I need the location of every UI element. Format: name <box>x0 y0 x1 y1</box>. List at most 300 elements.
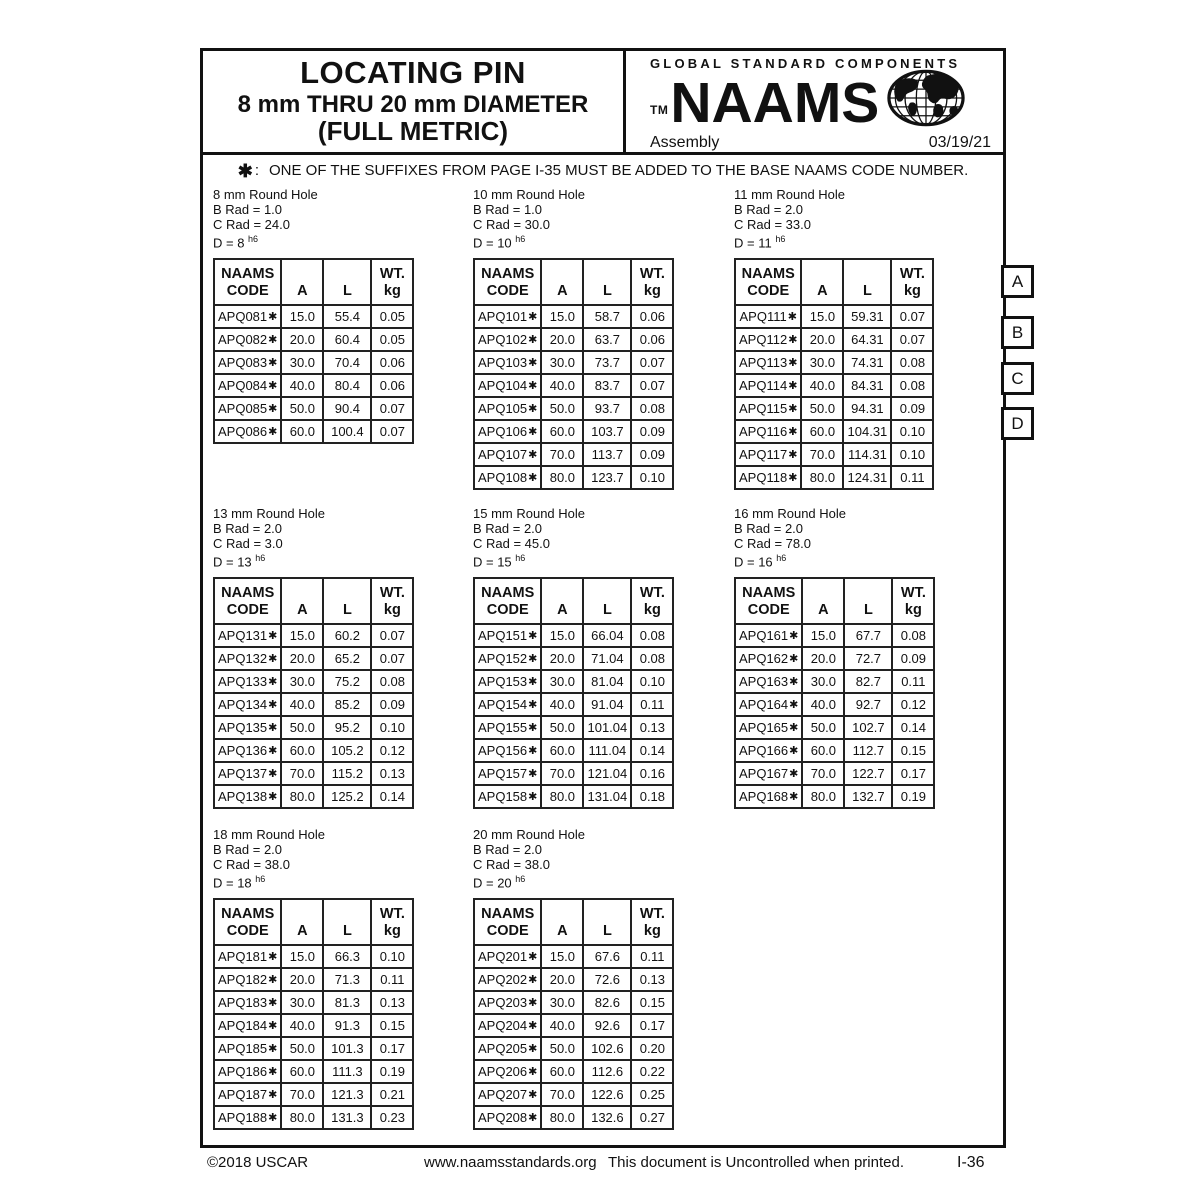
wt-value-cell: 0.07 <box>891 305 933 328</box>
naams-code-cell: APQ101✱ <box>474 305 541 328</box>
table-row <box>474 1106 673 1129</box>
asterisk-icon: ✱ <box>528 403 538 416</box>
column-header-l: L <box>323 578 371 624</box>
pin-table-group-13mm <box>213 506 414 809</box>
table-header-row <box>214 578 413 624</box>
naams-code-cell: APQ164✱ <box>735 693 802 716</box>
naams-code-cell: APQ153✱ <box>474 670 541 693</box>
asterisk-icon: ✱ <box>787 311 797 324</box>
wt-value-cell: 0.13 <box>631 968 673 991</box>
column-header-naams-code: NAAMS CODE <box>735 259 801 305</box>
info-line: C Rad = 24.0 <box>213 217 290 232</box>
table-row <box>214 945 413 968</box>
l-value-cell: 91.3 <box>323 1014 371 1037</box>
asterisk-icon: ✱ <box>268 311 278 324</box>
table-row <box>474 624 673 647</box>
table-row <box>735 739 934 762</box>
wt-value-cell: 0.15 <box>892 739 934 762</box>
wt-value-cell: 0.17 <box>371 1037 413 1060</box>
table-row <box>735 328 933 351</box>
table-row <box>214 968 413 991</box>
asterisk-icon: ✱ <box>268 630 278 643</box>
naams-code-cell: APQ203✱ <box>474 991 541 1014</box>
info-line: C Rad = 38.0 <box>473 857 550 872</box>
a-value-cell: 30.0 <box>281 991 323 1014</box>
l-value-cell: 131.3 <box>323 1106 371 1129</box>
wt-value-cell: 0.11 <box>892 670 934 693</box>
naams-code-cell: APQ107✱ <box>474 443 541 466</box>
naams-code-cell: APQ183✱ <box>214 991 281 1014</box>
l-value-cell: 73.7 <box>583 351 631 374</box>
naams-code-cell: APQ108✱ <box>474 466 541 489</box>
uncontrolled-disclaimer: This document is Uncontrolled when printed. <box>608 1154 904 1171</box>
pin-table-13mm <box>213 577 414 809</box>
a-value-cell: 30.0 <box>541 670 583 693</box>
l-value-cell: 113.7 <box>583 443 631 466</box>
l-value-cell: 125.2 <box>323 785 371 808</box>
l-value-cell: 65.2 <box>323 647 371 670</box>
table-header-row <box>735 259 933 305</box>
wt-value-cell: 0.10 <box>631 466 673 489</box>
column-header-a: A <box>281 259 323 305</box>
a-value-cell: 60.0 <box>541 420 583 443</box>
l-value-cell: 81.04 <box>583 670 631 693</box>
table-row <box>214 1060 413 1083</box>
l-value-cell: 121.04 <box>583 762 631 785</box>
l-value-cell: 90.4 <box>323 397 371 420</box>
column-header-wt: WT. kg <box>371 899 413 945</box>
wt-value-cell: 0.11 <box>631 945 673 968</box>
diameter-line: D = 15 $^{h6}$ <box>473 553 526 570</box>
info-line: 18 mm Round Hole <box>213 827 325 842</box>
pin-table-15mm <box>473 577 674 809</box>
asterisk-icon: ✱ <box>788 380 798 393</box>
column-header-l: L <box>583 899 631 945</box>
l-value-cell: 102.6 <box>583 1037 631 1060</box>
wt-value-cell: 0.11 <box>371 968 413 991</box>
asterisk-icon: ✱ <box>789 791 799 804</box>
wt-value-cell: 0.07 <box>631 351 673 374</box>
l-value-cell: 82.6 <box>583 991 631 1014</box>
diameter-line: D = 10 $^{h6}$ <box>473 234 526 251</box>
wt-value-cell: 0.15 <box>631 991 673 1014</box>
column-header-a: A <box>802 578 844 624</box>
wt-value-cell: 0.06 <box>371 374 413 397</box>
wt-value-cell: 0.15 <box>371 1014 413 1037</box>
table-row <box>214 1083 413 1106</box>
a-value-cell: 60.0 <box>281 739 323 762</box>
column-header-a: A <box>541 899 583 945</box>
asterisk-icon: ✱ <box>528 334 538 347</box>
naams-code-cell: APQ086✱ <box>214 420 281 443</box>
naams-code-cell: APQ207✱ <box>474 1083 541 1106</box>
table-row <box>214 1014 413 1037</box>
column-header-a: A <box>801 259 843 305</box>
asterisk-icon: ✱ <box>268 1089 278 1102</box>
pin-table-group-16mm <box>734 506 935 809</box>
a-value-cell: 50.0 <box>541 716 583 739</box>
table-row <box>474 991 673 1014</box>
pin-table-group-15mm <box>473 506 674 809</box>
a-value-cell: 80.0 <box>541 1106 583 1129</box>
suffix-note <box>203 155 1003 185</box>
naams-code-cell: APQ117✱ <box>735 443 801 466</box>
title-block <box>203 51 626 152</box>
l-value-cell: 58.7 <box>583 305 631 328</box>
asterisk-icon: ✱ <box>788 449 798 462</box>
column-header-naams-code: NAAMS CODE <box>214 578 281 624</box>
l-value-cell: 70.4 <box>323 351 371 374</box>
naams-code-cell: APQ156✱ <box>474 739 541 762</box>
wt-value-cell: 0.07 <box>371 420 413 443</box>
pin-table-10mm <box>473 258 674 490</box>
table-row <box>474 693 673 716</box>
a-value-cell: 40.0 <box>541 374 583 397</box>
table-row <box>474 762 673 785</box>
asterisk-icon: ✱ <box>268 403 278 416</box>
table-row <box>474 716 673 739</box>
naams-code-cell: APQ104✱ <box>474 374 541 397</box>
table-row <box>735 351 933 374</box>
column-header-l: L <box>844 578 892 624</box>
asterisk-icon: ✱ <box>528 1112 538 1125</box>
naams-code-cell: APQ084✱ <box>214 374 281 397</box>
l-value-cell: 64.31 <box>843 328 891 351</box>
wt-value-cell: 0.09 <box>631 420 673 443</box>
side-tab-d: D <box>1001 407 1034 440</box>
table-row <box>735 670 934 693</box>
asterisk-icon: ✱ <box>268 653 278 666</box>
wt-value-cell: 0.07 <box>371 397 413 420</box>
asterisk-icon: ✱ <box>528 1020 538 1033</box>
asterisk-icon: ✱ <box>528 676 538 689</box>
asterisk-icon: ✱ <box>268 676 278 689</box>
pin-table-16mm <box>734 577 935 809</box>
pin-table-8mm <box>213 258 414 444</box>
naams-code-cell: APQ166✱ <box>735 739 802 762</box>
naams-code-cell: APQ182✱ <box>214 968 281 991</box>
asterisk-icon: ✱ <box>528 1066 538 1079</box>
wt-value-cell: 0.10 <box>371 716 413 739</box>
naams-code-cell: APQ083✱ <box>214 351 281 374</box>
l-value-cell: 91.04 <box>583 693 631 716</box>
diameter-line: D = 18 $^{h6}$ <box>213 874 266 891</box>
table-row <box>474 1014 673 1037</box>
asterisk-icon: ✱ <box>268 1020 278 1033</box>
l-value-cell: 131.04 <box>583 785 631 808</box>
asterisk-icon: ✱ <box>268 791 278 804</box>
a-value-cell: 60.0 <box>281 420 323 443</box>
asterisk-icon: ✱ <box>268 768 278 781</box>
info-line: B Rad = 2.0 <box>473 842 543 857</box>
a-value-cell: 70.0 <box>281 1083 323 1106</box>
logo-subline <box>650 134 991 152</box>
naams-code-cell: APQ115✱ <box>735 397 801 420</box>
naams-code-cell: APQ155✱ <box>474 716 541 739</box>
column-header-wt: WT. kg <box>631 578 673 624</box>
naams-code-cell: APQ138✱ <box>214 785 281 808</box>
table-row <box>214 1106 413 1129</box>
l-value-cell: 115.2 <box>323 762 371 785</box>
side-tab-c: C <box>1001 362 1034 395</box>
a-value-cell: 40.0 <box>281 1014 323 1037</box>
a-value-cell: 80.0 <box>281 785 323 808</box>
l-value-cell: 121.3 <box>323 1083 371 1106</box>
diameter-line: D = 16 $^{h6}$ <box>734 553 787 570</box>
l-value-cell: 83.7 <box>583 374 631 397</box>
info-line: B Rad = 2.0 <box>734 202 804 217</box>
naams-code-cell: APQ168✱ <box>735 785 802 808</box>
naams-code-cell: APQ206✱ <box>474 1060 541 1083</box>
naams-code-cell: APQ154✱ <box>474 693 541 716</box>
wt-value-cell: 0.12 <box>892 693 934 716</box>
asterisk-icon: ✱ <box>788 472 798 485</box>
table-row <box>735 397 933 420</box>
l-value-cell: 92.7 <box>844 693 892 716</box>
naams-code-cell: APQ102✱ <box>474 328 541 351</box>
column-header-naams-code: NAAMS CODE <box>735 578 802 624</box>
tolerance-superscript: h6 <box>515 553 526 563</box>
asterisk-icon: ✱ <box>528 699 538 712</box>
copyright-label: ©2018 USCAR <box>207 1154 309 1171</box>
l-value-cell: 85.2 <box>323 693 371 716</box>
naams-code-cell: APQ188✱ <box>214 1106 281 1129</box>
pin-table-11mm <box>734 258 934 490</box>
wt-value-cell: 0.13 <box>631 716 673 739</box>
wt-value-cell: 0.13 <box>371 762 413 785</box>
asterisk-icon: ✱ <box>789 722 799 735</box>
a-value-cell: 80.0 <box>541 785 583 808</box>
naams-code-cell: APQ113✱ <box>735 351 801 374</box>
asterisk-icon: ✱ <box>788 357 798 370</box>
wt-value-cell: 0.08 <box>631 624 673 647</box>
l-value-cell: 82.7 <box>844 670 892 693</box>
naams-code-cell: APQ152✱ <box>474 647 541 670</box>
a-value-cell: 40.0 <box>541 693 583 716</box>
column-header-a: A <box>281 578 323 624</box>
wt-value-cell: 0.10 <box>891 443 933 466</box>
info-line: 20 mm Round Hole <box>473 827 585 842</box>
naams-code-cell: APQ135✱ <box>214 716 281 739</box>
asterisk-icon: ✱ <box>789 653 799 666</box>
a-value-cell: 20.0 <box>541 647 583 670</box>
a-value-cell: 15.0 <box>802 624 844 647</box>
tolerance-superscript: h6 <box>515 234 526 244</box>
naams-code-cell: APQ185✱ <box>214 1037 281 1060</box>
info-line: C Rad = 3.0 <box>213 536 283 551</box>
info-line: C Rad = 30.0 <box>473 217 550 232</box>
wt-value-cell: 0.08 <box>892 624 934 647</box>
l-value-cell: 122.6 <box>583 1083 631 1106</box>
info-line: B Rad = 1.0 <box>213 202 283 217</box>
wt-value-cell: 0.25 <box>631 1083 673 1106</box>
table-row <box>214 305 413 328</box>
naams-code-cell: APQ105✱ <box>474 397 541 420</box>
asterisk-icon: ✱ <box>528 426 538 439</box>
l-value-cell: 67.7 <box>844 624 892 647</box>
a-value-cell: 50.0 <box>801 397 843 420</box>
asterisk-icon: ✱ <box>268 426 278 439</box>
asterisk-icon: ✱ <box>528 745 538 758</box>
pin-table-18mm <box>213 898 414 1130</box>
wt-value-cell: 0.06 <box>631 328 673 351</box>
asterisk-icon: ✱ <box>268 997 278 1010</box>
asterisk-icon: ✱ <box>789 745 799 758</box>
asterisk-icon: ✱ <box>268 334 278 347</box>
wt-value-cell: 0.09 <box>631 443 673 466</box>
a-value-cell: 80.0 <box>802 785 844 808</box>
a-value-cell: 15.0 <box>281 305 323 328</box>
diameter-line: D = 20 $^{h6}$ <box>473 874 526 891</box>
a-value-cell: 20.0 <box>801 328 843 351</box>
wt-value-cell: 0.08 <box>371 670 413 693</box>
column-header-l: L <box>323 259 371 305</box>
l-value-cell: 104.31 <box>843 420 891 443</box>
l-value-cell: 60.2 <box>323 624 371 647</box>
logo-brand-row <box>650 69 991 136</box>
table-row <box>735 624 934 647</box>
table-row <box>735 693 934 716</box>
asterisk-icon: ✱ <box>528 768 538 781</box>
page-subtitle: 8 mm THRU 20 mm DIAMETER <box>237 90 589 118</box>
l-value-cell: 123.7 <box>583 466 631 489</box>
a-value-cell: 15.0 <box>541 624 583 647</box>
tolerance-superscript: h6 <box>248 234 259 244</box>
a-value-cell: 15.0 <box>541 305 583 328</box>
asterisk-icon: ✱ <box>268 951 278 964</box>
table-row <box>214 762 413 785</box>
l-value-cell: 80.4 <box>323 374 371 397</box>
a-value-cell: 80.0 <box>281 1106 323 1129</box>
info-line: B Rad = 2.0 <box>213 521 283 536</box>
naams-code-cell: APQ136✱ <box>214 739 281 762</box>
info-line: B Rad = 2.0 <box>473 521 543 536</box>
column-header-wt: WT. kg <box>891 259 933 305</box>
table-row <box>214 647 413 670</box>
column-header-l: L <box>843 259 891 305</box>
wt-value-cell: 0.20 <box>631 1037 673 1060</box>
l-value-cell: 71.04 <box>583 647 631 670</box>
l-value-cell: 67.6 <box>583 945 631 968</box>
note-colon: : <box>254 161 259 179</box>
l-value-cell: 63.7 <box>583 328 631 351</box>
naams-code-cell: APQ137✱ <box>214 762 281 785</box>
asterisk-icon: ✱ <box>268 722 278 735</box>
a-value-cell: 60.0 <box>541 739 583 762</box>
asterisk-icon: ✱ <box>528 449 538 462</box>
a-value-cell: 70.0 <box>541 443 583 466</box>
wt-value-cell: 0.14 <box>371 785 413 808</box>
l-value-cell: 101.3 <box>323 1037 371 1060</box>
table-row <box>474 443 673 466</box>
naams-code-cell: APQ082✱ <box>214 328 281 351</box>
wt-value-cell: 0.11 <box>631 693 673 716</box>
column-header-naams-code: NAAMS CODE <box>214 899 281 945</box>
table-row <box>735 443 933 466</box>
a-value-cell: 70.0 <box>541 762 583 785</box>
main-border-box <box>200 48 1006 1148</box>
asterisk-icon: ✱ <box>788 426 798 439</box>
l-value-cell: 72.6 <box>583 968 631 991</box>
a-value-cell: 80.0 <box>801 466 843 489</box>
table-row <box>474 647 673 670</box>
a-value-cell: 60.0 <box>802 739 844 762</box>
asterisk-icon: ✱ <box>268 380 278 393</box>
wt-value-cell: 0.14 <box>631 739 673 762</box>
table-row <box>214 397 413 420</box>
tolerance-superscript: h6 <box>255 874 266 884</box>
asterisk-icon: ✱ <box>528 380 538 393</box>
a-value-cell: 50.0 <box>541 397 583 420</box>
asterisk-icon: ✱ <box>528 791 538 804</box>
table-row <box>735 647 934 670</box>
wt-value-cell: 0.27 <box>631 1106 673 1129</box>
l-value-cell: 122.7 <box>844 762 892 785</box>
naams-code-cell: APQ204✱ <box>474 1014 541 1037</box>
asterisk-icon: ✱ <box>268 1112 278 1125</box>
table-row <box>735 374 933 397</box>
asterisk-icon: ✱ <box>528 722 538 735</box>
l-value-cell: 100.4 <box>323 420 371 443</box>
table-row <box>735 785 934 808</box>
naams-code-cell: APQ187✱ <box>214 1083 281 1106</box>
l-value-cell: 60.4 <box>323 328 371 351</box>
pin-table-group-10mm <box>473 187 674 490</box>
asterisk-icon: ✱ <box>789 699 799 712</box>
column-header-l: L <box>323 899 371 945</box>
table-row <box>214 624 413 647</box>
table-row <box>474 785 673 808</box>
a-value-cell: 40.0 <box>281 693 323 716</box>
asterisk-icon: ✱ <box>237 160 253 181</box>
naams-code-cell: APQ131✱ <box>214 624 281 647</box>
side-tab-a: A <box>1001 265 1034 298</box>
l-value-cell: 59.31 <box>843 305 891 328</box>
table-header-row <box>474 899 673 945</box>
wt-value-cell: 0.11 <box>891 466 933 489</box>
wt-value-cell: 0.18 <box>631 785 673 808</box>
diameter-line: D = 11 $^{h6}$ <box>734 234 786 251</box>
naams-code-cell: APQ103✱ <box>474 351 541 374</box>
asterisk-icon: ✱ <box>789 768 799 781</box>
a-value-cell: 40.0 <box>541 1014 583 1037</box>
column-header-naams-code: NAAMS CODE <box>474 899 541 945</box>
logo-tagline: GLOBAL STANDARD COMPONENTS <box>650 56 961 71</box>
naams-code-cell: APQ118✱ <box>735 466 801 489</box>
a-value-cell: 30.0 <box>541 991 583 1014</box>
a-value-cell: 20.0 <box>541 968 583 991</box>
table-row <box>474 374 673 397</box>
naams-code-cell: APQ114✱ <box>735 374 801 397</box>
table-row <box>474 1060 673 1083</box>
footer-url: www.naamsstandards.org <box>424 1154 597 1171</box>
l-value-cell: 105.2 <box>323 739 371 762</box>
wt-value-cell: 0.08 <box>631 647 673 670</box>
table-row <box>474 945 673 968</box>
wt-value-cell: 0.22 <box>631 1060 673 1083</box>
wt-value-cell: 0.08 <box>891 374 933 397</box>
wt-value-cell: 0.10 <box>631 670 673 693</box>
a-value-cell: 30.0 <box>281 351 323 374</box>
pin-table-group-8mm <box>213 187 414 444</box>
table-row <box>735 762 934 785</box>
table-row <box>735 466 933 489</box>
date-label: 03/19/21 <box>928 134 991 151</box>
l-value-cell: 84.31 <box>843 374 891 397</box>
a-value-cell: 15.0 <box>541 945 583 968</box>
naams-code-cell: APQ208✱ <box>474 1106 541 1129</box>
table-row <box>474 351 673 374</box>
